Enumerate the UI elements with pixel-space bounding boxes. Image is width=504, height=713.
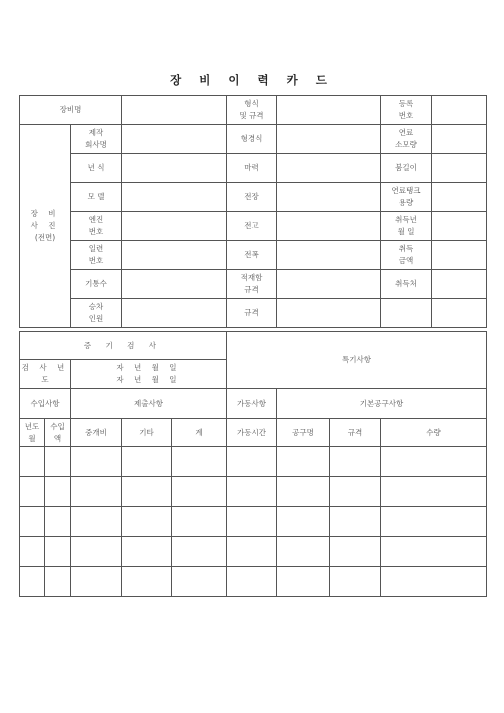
equipment-photo-box: 장 비 사 진 (전면): [20, 125, 71, 328]
row-label: 연료 소모량: [381, 125, 432, 154]
cell-value[interactable]: [122, 212, 227, 241]
row-label: 형경식: [227, 125, 277, 154]
table-row: [20, 447, 487, 477]
row-label: 취득 금액: [381, 241, 432, 270]
cell-value[interactable]: [381, 299, 432, 328]
reg-no-value[interactable]: [432, 96, 487, 125]
cell-value[interactable]: [432, 299, 487, 328]
history-table: [19, 331, 487, 597]
page-title: 장 비 이 력 카 드: [170, 73, 334, 87]
col-header: 중개비: [71, 419, 122, 447]
equipment-name-value[interactable]: [122, 96, 227, 125]
year-month-header: 년도 월: [20, 419, 45, 447]
cell-value[interactable]: [432, 270, 487, 299]
cell-value[interactable]: [277, 125, 381, 154]
inspection-year-label: 검 사 년 도: [20, 360, 71, 389]
col-header: 기타: [122, 419, 172, 447]
row-label: 연료탱크 용량: [381, 183, 432, 212]
row-label: 기통수: [71, 270, 122, 299]
model-spec-label: 형식 및 규격: [227, 96, 277, 125]
row-label: 전장: [227, 183, 277, 212]
cell-value[interactable]: [277, 241, 381, 270]
cell-value[interactable]: [122, 125, 227, 154]
row-label: 제작 회사명: [71, 125, 122, 154]
table-row: [20, 477, 487, 507]
reg-no-label: 등록 번호: [381, 96, 432, 125]
cell-value[interactable]: [277, 212, 381, 241]
equipment-name-label: 장비명: [20, 96, 122, 125]
row-label: 년 식: [71, 154, 122, 183]
inspection-header: 증 기 검 사: [20, 332, 227, 360]
special-notes-label: 특기사항: [227, 332, 487, 389]
income-header: 수입사항: [20, 389, 71, 419]
row-label: 마력: [227, 154, 277, 183]
row-label: 규격: [227, 299, 277, 328]
col-header: 가동시간: [227, 419, 277, 447]
row-label: 전폭: [227, 241, 277, 270]
expense-header: 제출사항: [71, 389, 227, 419]
row-label: 전고: [227, 212, 277, 241]
table-row: [20, 507, 487, 537]
tools-header: 기본공구사항: [277, 389, 487, 419]
row-label: 엔진 번호: [71, 212, 122, 241]
row-label: 일련 번호: [71, 241, 122, 270]
cell-value[interactable]: [432, 125, 487, 154]
col-header: 수량: [381, 419, 487, 447]
operation-header: 가동사항: [227, 389, 277, 419]
inspection-dates[interactable]: 자 년 월 일 자 년 월 일: [71, 360, 227, 389]
row-label: 붐길이: [381, 154, 432, 183]
cell-value[interactable]: [277, 183, 381, 212]
row-label: 승차 인원: [71, 299, 122, 328]
table-row: [20, 567, 487, 597]
cell-value[interactable]: [432, 241, 487, 270]
row-label: 모 델: [71, 183, 122, 212]
income-amount-header: 수입 액: [45, 419, 71, 447]
cell-value[interactable]: [432, 212, 487, 241]
cell-value[interactable]: [122, 299, 227, 328]
cell-value[interactable]: [277, 299, 381, 328]
cell-value[interactable]: [277, 270, 381, 299]
cell-value[interactable]: [122, 270, 227, 299]
row-label: 취득처: [381, 270, 432, 299]
cell-value[interactable]: [122, 241, 227, 270]
col-header: 공구명: [277, 419, 330, 447]
table-row: [20, 537, 487, 567]
cell-value[interactable]: [122, 183, 227, 212]
cell-value[interactable]: [432, 183, 487, 212]
col-header: 계: [172, 419, 227, 447]
cell-value[interactable]: [277, 154, 381, 183]
row-label: 적재함 규격: [227, 270, 277, 299]
row-label: 취득년 월 일: [381, 212, 432, 241]
cell-value[interactable]: [432, 154, 487, 183]
equipment-info-table: [19, 95, 487, 328]
cell-value[interactable]: [122, 154, 227, 183]
model-spec-value[interactable]: [277, 96, 381, 125]
col-header: 규격: [330, 419, 381, 447]
